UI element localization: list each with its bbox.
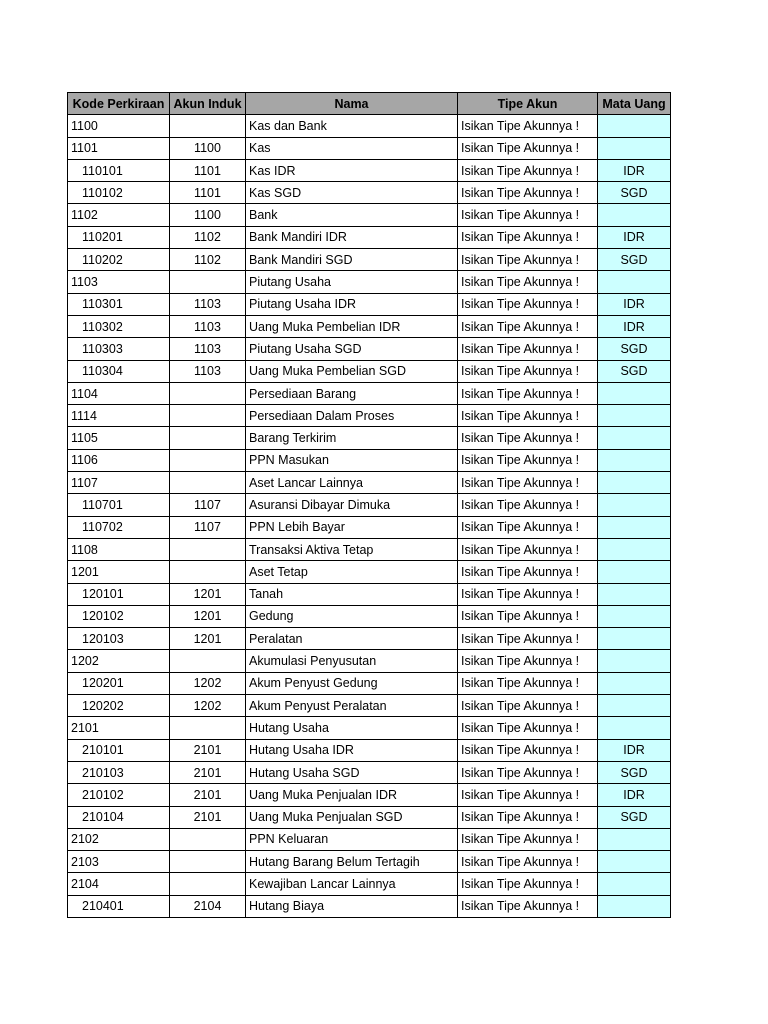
cell-kode-perkiraan[interactable]: 1106 [68,449,170,471]
table-row [68,315,671,337]
table-row [68,137,671,159]
cell-akun-induk[interactable]: 2101 [170,739,246,761]
cell-tipe-akun[interactable]: Isikan Tipe Akunnya ! [458,204,598,226]
table-row [68,382,671,404]
cell-mata-uang[interactable] [598,873,671,895]
cell-kode-perkiraan[interactable]: 210104 [68,806,170,828]
cell-nama[interactable]: Kewajiban Lancar Lainnya [246,873,458,895]
cell-nama[interactable]: Hutang Biaya [246,895,458,917]
cell-kode-perkiraan[interactable]: 120102 [68,605,170,627]
cell-nama[interactable]: Uang Muka Pembelian SGD [246,360,458,382]
cell-tipe-akun[interactable]: Isikan Tipe Akunnya ! [458,249,598,271]
cell-nama[interactable]: Persediaan Dalam Proses [246,405,458,427]
cell-kode-perkiraan[interactable]: 1202 [68,650,170,672]
table-row [68,204,671,226]
cell-tipe-akun[interactable]: Isikan Tipe Akunnya ! [458,806,598,828]
cell-tipe-akun[interactable]: Isikan Tipe Akunnya ! [458,137,598,159]
table-row [68,650,671,672]
cell-tipe-akun[interactable]: Isikan Tipe Akunnya ! [458,494,598,516]
cell-kode-perkiraan[interactable]: 210101 [68,739,170,761]
cell-kode-perkiraan[interactable]: 120103 [68,628,170,650]
table-row [68,472,671,494]
table-row [68,427,671,449]
cell-tipe-akun[interactable]: Isikan Tipe Akunnya ! [458,672,598,694]
cell-nama[interactable]: Gedung [246,605,458,627]
table-row [68,851,671,873]
header-mata-uang[interactable]: Mata Uang [598,93,671,115]
cell-akun-induk[interactable] [170,717,246,739]
table-row [68,672,671,694]
cell-akun-induk[interactable]: 1107 [170,516,246,538]
chart-of-accounts-sheet [67,92,671,918]
cell-mata-uang[interactable] [598,405,671,427]
cell-akun-induk[interactable]: 1202 [170,672,246,694]
cell-nama[interactable]: Hutang Usaha [246,717,458,739]
cell-kode-perkiraan[interactable]: 110302 [68,315,170,337]
cell-tipe-akun[interactable]: Isikan Tipe Akunnya ! [458,739,598,761]
cell-tipe-akun[interactable]: Isikan Tipe Akunnya ! [458,605,598,627]
cell-akun-induk[interactable]: 1101 [170,182,246,204]
cell-tipe-akun[interactable]: Isikan Tipe Akunnya ! [458,159,598,181]
cell-kode-perkiraan[interactable]: 1114 [68,405,170,427]
cell-kode-perkiraan[interactable]: 1101 [68,137,170,159]
table-row [68,494,671,516]
table-row [68,338,671,360]
cell-akun-induk[interactable]: 1102 [170,249,246,271]
cell-kode-perkiraan[interactable]: 210401 [68,895,170,917]
cell-nama[interactable]: Persediaan Barang [246,382,458,404]
cell-nama[interactable]: Piutang Usaha SGD [246,338,458,360]
cell-akun-induk[interactable]: 2101 [170,761,246,783]
header-nama[interactable]: Nama [246,93,458,115]
cell-mata-uang[interactable] [598,717,671,739]
cell-tipe-akun[interactable]: Isikan Tipe Akunnya ! [458,360,598,382]
cell-kode-perkiraan[interactable]: 1103 [68,271,170,293]
table-row [68,695,671,717]
cell-mata-uang[interactable] [598,672,671,694]
cell-kode-perkiraan[interactable]: 110701 [68,494,170,516]
cell-nama[interactable]: Akumulasi Penyusutan [246,650,458,672]
table-row [68,360,671,382]
table-row [68,828,671,850]
cell-akun-induk[interactable] [170,449,246,471]
cell-nama[interactable]: Bank Mandiri SGD [246,249,458,271]
cell-akun-induk[interactable]: 1201 [170,605,246,627]
cell-akun-induk[interactable]: 1103 [170,360,246,382]
cell-nama[interactable]: Kas dan Bank [246,115,458,137]
cell-tipe-akun[interactable]: Isikan Tipe Akunnya ! [458,382,598,404]
cell-mata-uang[interactable] [598,628,671,650]
cell-nama[interactable]: Transaksi Aktiva Tetap [246,538,458,560]
cell-nama[interactable]: Aset Lancar Lainnya [246,472,458,494]
cell-nama[interactable]: PPN Keluaran [246,828,458,850]
cell-kode-perkiraan[interactable]: 110304 [68,360,170,382]
table-row [68,271,671,293]
cell-akun-induk[interactable]: 1103 [170,315,246,337]
cell-tipe-akun[interactable]: Isikan Tipe Akunnya ! [458,293,598,315]
cell-mata-uang[interactable]: SGD [598,182,671,204]
cell-kode-perkiraan[interactable]: 2103 [68,851,170,873]
table-row [68,159,671,181]
accounts-body [68,115,671,918]
cell-kode-perkiraan[interactable]: 110301 [68,293,170,315]
cell-nama[interactable]: Kas IDR [246,159,458,181]
cell-kode-perkiraan[interactable]: 2102 [68,828,170,850]
cell-tipe-akun[interactable]: Isikan Tipe Akunnya ! [458,115,598,137]
cell-tipe-akun[interactable]: Isikan Tipe Akunnya ! [458,449,598,471]
cell-mata-uang[interactable]: IDR [598,226,671,248]
cell-akun-induk[interactable] [170,405,246,427]
table-row [68,293,671,315]
cell-tipe-akun[interactable]: Isikan Tipe Akunnya ! [458,583,598,605]
header-row [68,93,671,115]
cell-nama[interactable]: Kas SGD [246,182,458,204]
cell-akun-induk[interactable] [170,472,246,494]
table-row [68,249,671,271]
cell-akun-induk[interactable] [170,427,246,449]
cell-akun-induk[interactable] [170,873,246,895]
cell-akun-induk[interactable]: 1100 [170,204,246,226]
cell-nama[interactable]: Akum Penyust Peralatan [246,695,458,717]
cell-tipe-akun[interactable]: Isikan Tipe Akunnya ! [458,182,598,204]
cell-tipe-akun[interactable]: Isikan Tipe Akunnya ! [458,271,598,293]
cell-mata-uang[interactable] [598,538,671,560]
cell-mata-uang[interactable]: SGD [598,338,671,360]
cell-mata-uang[interactable]: IDR [598,784,671,806]
cell-mata-uang[interactable] [598,494,671,516]
cell-kode-perkiraan[interactable]: 210102 [68,784,170,806]
cell-kode-perkiraan[interactable]: 2101 [68,717,170,739]
cell-mata-uang[interactable]: IDR [598,315,671,337]
cell-kode-perkiraan[interactable]: 110201 [68,226,170,248]
cell-akun-induk[interactable] [170,382,246,404]
cell-akun-induk[interactable]: 2104 [170,895,246,917]
cell-mata-uang[interactable] [598,427,671,449]
cell-akun-induk[interactable]: 1107 [170,494,246,516]
cell-akun-induk[interactable]: 1102 [170,226,246,248]
cell-tipe-akun[interactable]: Isikan Tipe Akunnya ! [458,717,598,739]
cell-mata-uang[interactable] [598,695,671,717]
cell-mata-uang[interactable]: SGD [598,249,671,271]
cell-mata-uang[interactable] [598,382,671,404]
cell-nama[interactable]: Bank Mandiri IDR [246,226,458,248]
cell-akun-induk[interactable] [170,538,246,560]
cell-akun-induk[interactable] [170,851,246,873]
table-row [68,226,671,248]
cell-tipe-akun[interactable]: Isikan Tipe Akunnya ! [458,338,598,360]
cell-mata-uang[interactable] [598,115,671,137]
cell-mata-uang[interactable]: IDR [598,739,671,761]
table-row [68,739,671,761]
cell-akun-induk[interactable]: 1201 [170,583,246,605]
cell-nama[interactable]: Uang Muka Penjualan IDR [246,784,458,806]
cell-tipe-akun[interactable]: Isikan Tipe Akunnya ! [458,561,598,583]
cell-nama[interactable]: PPN Lebih Bayar [246,516,458,538]
cell-nama[interactable]: PPN Masukan [246,449,458,471]
cell-akun-induk[interactable]: 1202 [170,695,246,717]
cell-tipe-akun[interactable]: Isikan Tipe Akunnya ! [458,895,598,917]
cell-tipe-akun[interactable]: Isikan Tipe Akunnya ! [458,427,598,449]
cell-kode-perkiraan[interactable]: 1100 [68,115,170,137]
cell-mata-uang[interactable] [598,851,671,873]
cell-kode-perkiraan[interactable]: 1108 [68,538,170,560]
cell-kode-perkiraan[interactable]: 1102 [68,204,170,226]
cell-kode-perkiraan[interactable]: 1201 [68,561,170,583]
cell-akun-induk[interactable] [170,828,246,850]
cell-tipe-akun[interactable]: Isikan Tipe Akunnya ! [458,851,598,873]
cell-nama[interactable]: Hutang Usaha IDR [246,739,458,761]
cell-kode-perkiraan[interactable]: 1107 [68,472,170,494]
cell-mata-uang[interactable] [598,137,671,159]
table-row [68,784,671,806]
cell-akun-induk[interactable]: 1100 [170,137,246,159]
cell-mata-uang[interactable] [598,472,671,494]
table-row [68,449,671,471]
table-row [68,516,671,538]
cell-tipe-akun[interactable]: Isikan Tipe Akunnya ! [458,873,598,895]
cell-kode-perkiraan[interactable]: 110202 [68,249,170,271]
cell-akun-induk[interactable] [170,271,246,293]
cell-mata-uang[interactable] [598,561,671,583]
cell-akun-induk[interactable] [170,115,246,137]
cell-mata-uang[interactable] [598,828,671,850]
cell-nama[interactable]: Akum Penyust Gedung [246,672,458,694]
cell-tipe-akun[interactable]: Isikan Tipe Akunnya ! [458,315,598,337]
cell-mata-uang[interactable] [598,605,671,627]
cell-mata-uang[interactable] [598,583,671,605]
table-row [68,895,671,917]
cell-akun-induk[interactable]: 1103 [170,338,246,360]
table-row [68,561,671,583]
cell-akun-induk[interactable]: 2101 [170,784,246,806]
cell-tipe-akun[interactable]: Isikan Tipe Akunnya ! [458,650,598,672]
cell-nama[interactable]: Asuransi Dibayar Dimuka [246,494,458,516]
cell-tipe-akun[interactable]: Isikan Tipe Akunnya ! [458,538,598,560]
cell-akun-induk[interactable] [170,561,246,583]
table-row [68,605,671,627]
cell-kode-perkiraan[interactable]: 2104 [68,873,170,895]
table-row [68,538,671,560]
cell-mata-uang[interactable]: SGD [598,360,671,382]
cell-kode-perkiraan[interactable]: 110702 [68,516,170,538]
cell-kode-perkiraan[interactable]: 110101 [68,159,170,181]
table-row [68,761,671,783]
cell-mata-uang[interactable] [598,271,671,293]
table-row [68,115,671,137]
table-row [68,182,671,204]
cell-nama[interactable]: Aset Tetap [246,561,458,583]
header-kode-perkiraan[interactable]: Kode Perkiraan [68,93,170,115]
cell-nama[interactable]: Tanah [246,583,458,605]
cell-nama[interactable]: Barang Terkirim [246,427,458,449]
cell-kode-perkiraan[interactable]: 120202 [68,695,170,717]
cell-tipe-akun[interactable]: Isikan Tipe Akunnya ! [458,226,598,248]
cell-kode-perkiraan[interactable]: 120101 [68,583,170,605]
cell-nama[interactable]: Piutang Usaha IDR [246,293,458,315]
cell-akun-induk[interactable]: 1201 [170,628,246,650]
cell-mata-uang[interactable] [598,895,671,917]
cell-tipe-akun[interactable]: Isikan Tipe Akunnya ! [458,761,598,783]
cell-tipe-akun[interactable]: Isikan Tipe Akunnya ! [458,405,598,427]
cell-kode-perkiraan[interactable]: 210103 [68,761,170,783]
cell-mata-uang[interactable] [598,650,671,672]
table-row [68,806,671,828]
cell-nama[interactable]: Peralatan [246,628,458,650]
cell-akun-induk[interactable]: 1103 [170,293,246,315]
cell-mata-uang[interactable]: IDR [598,159,671,181]
cell-kode-perkiraan[interactable]: 1105 [68,427,170,449]
cell-akun-induk[interactable] [170,650,246,672]
cell-mata-uang[interactable]: SGD [598,806,671,828]
cell-tipe-akun[interactable]: Isikan Tipe Akunnya ! [458,784,598,806]
table-row [68,873,671,895]
cell-tipe-akun[interactable]: Isikan Tipe Akunnya ! [458,695,598,717]
cell-kode-perkiraan[interactable]: 110303 [68,338,170,360]
cell-tipe-akun[interactable]: Isikan Tipe Akunnya ! [458,472,598,494]
cell-kode-perkiraan[interactable]: 120201 [68,672,170,694]
accounts-table [67,92,671,918]
cell-akun-induk[interactable]: 1101 [170,159,246,181]
header-akun-induk[interactable]: Akun Induk [170,93,246,115]
cell-nama[interactable]: Kas [246,137,458,159]
cell-nama[interactable]: Hutang Usaha SGD [246,761,458,783]
cell-nama[interactable]: Uang Muka Penjualan SGD [246,806,458,828]
cell-nama[interactable]: Uang Muka Pembelian IDR [246,315,458,337]
cell-nama[interactable]: Piutang Usaha [246,271,458,293]
table-row [68,717,671,739]
table-row [68,628,671,650]
cell-kode-perkiraan[interactable]: 1104 [68,382,170,404]
cell-tipe-akun[interactable]: Isikan Tipe Akunnya ! [458,516,598,538]
cell-nama[interactable]: Hutang Barang Belum Tertagih [246,851,458,873]
cell-tipe-akun[interactable]: Isikan Tipe Akunnya ! [458,828,598,850]
cell-mata-uang[interactable] [598,516,671,538]
cell-akun-induk[interactable]: 2101 [170,806,246,828]
cell-mata-uang[interactable] [598,204,671,226]
cell-nama[interactable]: Bank [246,204,458,226]
header-tipe-akun[interactable]: Tipe Akun [458,93,598,115]
cell-kode-perkiraan[interactable]: 110102 [68,182,170,204]
table-row [68,405,671,427]
cell-mata-uang[interactable] [598,449,671,471]
table-row [68,583,671,605]
cell-mata-uang[interactable]: SGD [598,761,671,783]
cell-tipe-akun[interactable]: Isikan Tipe Akunnya ! [458,628,598,650]
cell-mata-uang[interactable]: IDR [598,293,671,315]
